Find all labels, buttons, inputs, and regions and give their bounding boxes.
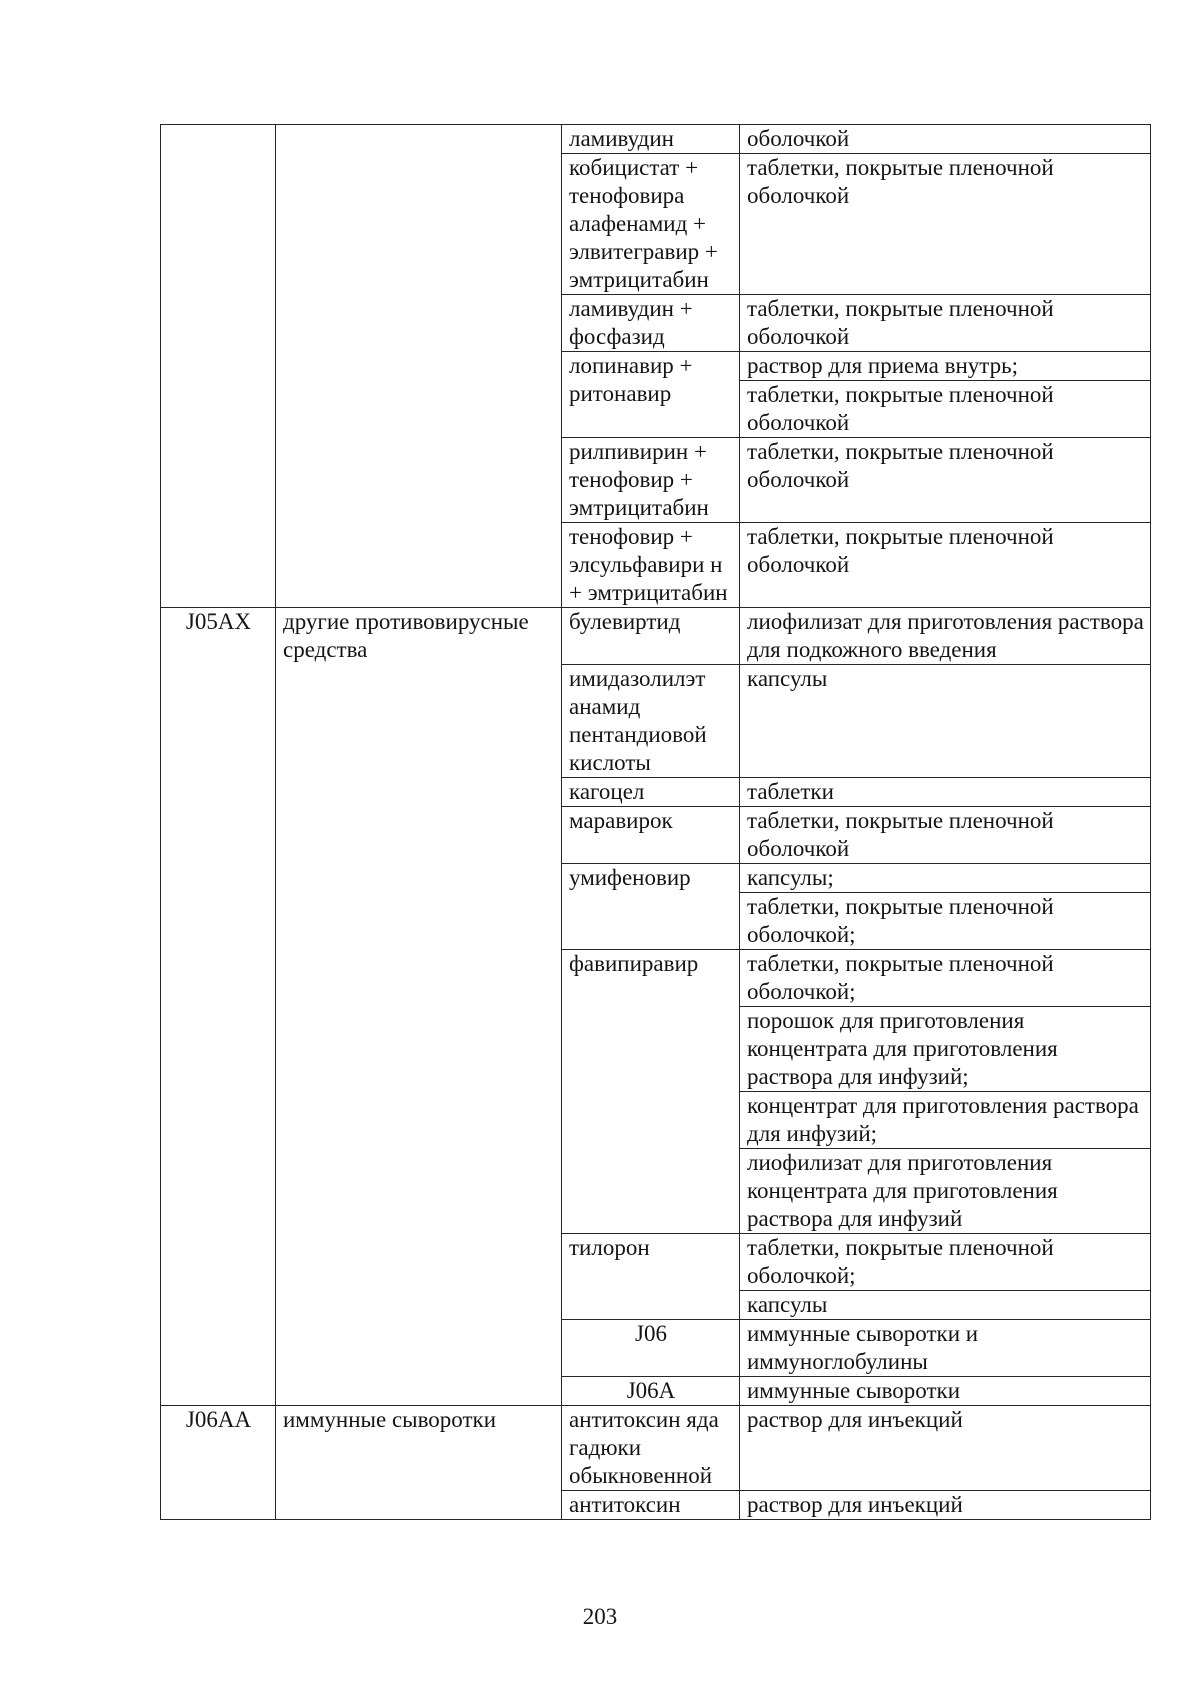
group-name-cell	[276, 125, 562, 608]
drug-table-body	[161, 125, 1151, 1520]
dosage-form-cell: раствор для инъекций	[740, 1491, 1151, 1520]
group-name-cell: иммунные сыворотки	[276, 1406, 562, 1520]
drug-name-cell: антитоксин яда гадюки обыкновенной	[562, 1406, 740, 1491]
dosage-form-cell: раствор для приема внутрь;	[740, 352, 1151, 381]
dosage-form-cell: таблетки, покрытые пленочной оболочкой	[740, 438, 1151, 523]
drug-name-cell: маравирок	[562, 807, 740, 864]
dosage-form-cell: порошок для приготовления концентрата для приготовления раствора для инфузий;	[740, 1007, 1151, 1092]
dosage-form-cell: таблетки, покрытые пленочной оболочкой	[740, 523, 1151, 608]
drug-name-cell: имидазолилэт анамид пентандиовой кислоты	[562, 665, 740, 778]
drug-name-cell: фавипиравир	[562, 950, 740, 1234]
drug-table	[160, 124, 1151, 1520]
atc-code-cell: J06	[562, 1320, 740, 1377]
drug-name-cell: ламивудин + фосфазид	[562, 295, 740, 352]
dosage-form-cell: раствор для инъекций	[740, 1406, 1151, 1491]
atc-code-cell: J06AA	[161, 1406, 276, 1520]
atc-code-cell: J06A	[562, 1377, 740, 1406]
drug-name-cell: кобицистат + тенофовира алафенамид + элвитегравир + эмтрицитабин	[562, 154, 740, 295]
dosage-form-cell: таблетки, покрытые пленочной оболочкой	[740, 154, 1151, 295]
drug-name-cell: булевиртид	[562, 608, 740, 665]
page-number: 203	[582, 1604, 618, 1629]
group-name-cell: другие противовирусные средства	[276, 608, 562, 1406]
drug-name-cell: рилпивирин + тенофовир + эмтрицитабин	[562, 438, 740, 523]
drug-name-cell: умифеновир	[562, 864, 740, 950]
drug-name-cell: антитоксин	[562, 1491, 740, 1520]
drug-name-cell: ламивудин	[562, 125, 740, 154]
drug-name-cell: лопинавир + ритонавир	[562, 352, 740, 438]
dosage-form-cell: оболочкой	[740, 125, 1151, 154]
dosage-form-cell: таблетки, покрытые пленочной оболочкой	[740, 807, 1151, 864]
dosage-form-cell: таблетки, покрытые пленочной оболочкой;	[740, 1234, 1151, 1291]
dosage-form-cell: таблетки, покрытые пленочной оболочкой	[740, 295, 1151, 352]
dosage-form-cell: таблетки, покрытые пленочной оболочкой	[740, 381, 1151, 438]
drug-name-cell: тенофовир + элсульфавири н + эмтрицитабин	[562, 523, 740, 608]
drug-name-cell: кагоцел	[562, 778, 740, 807]
dosage-form-cell: таблетки	[740, 778, 1151, 807]
dosage-form-cell: капсулы;	[740, 864, 1151, 893]
atc-code-cell: J05AX	[161, 608, 276, 1406]
dosage-form-cell: таблетки, покрытые пленочной оболочкой;	[740, 893, 1151, 950]
atc-code-cell	[161, 125, 276, 608]
dosage-form-cell: капсулы	[740, 665, 1151, 778]
dosage-form-cell: лиофилизат для приготовления концентрата для приготовления раствора для инфузий	[740, 1149, 1151, 1234]
dosage-form-cell: таблетки, покрытые пленочной оболочкой;	[740, 950, 1151, 1007]
dosage-form-cell: концентрат для приготовления раствора для инфузий;	[740, 1092, 1151, 1149]
drug-name-cell: тилорон	[562, 1234, 740, 1320]
dosage-form-cell: капсулы	[740, 1291, 1151, 1320]
group-name-cell: иммунные сыворотки и иммуноглобулины	[740, 1320, 1151, 1377]
group-name-cell: иммунные сыворотки	[740, 1377, 1151, 1406]
dosage-form-cell: лиофилизат для приготовления раствора для подкожного введения	[740, 608, 1151, 665]
